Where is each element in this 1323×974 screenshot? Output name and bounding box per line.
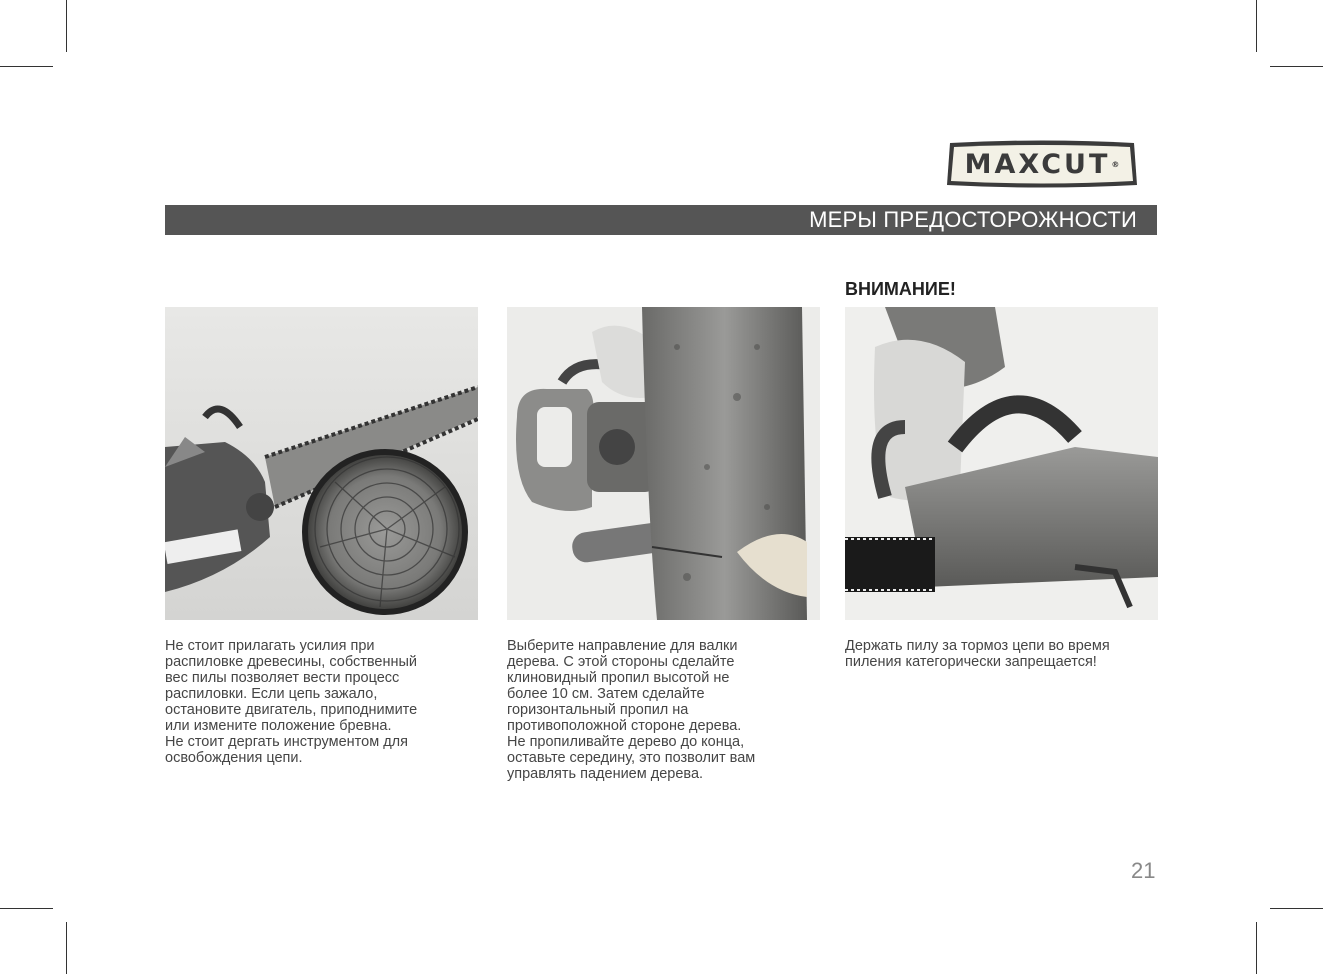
- section-title: МЕРЫ ПРЕДОСТОРОЖНОСТИ: [809, 207, 1137, 232]
- caption-line: клиновидный пропил высотой не: [507, 670, 730, 686]
- caption-line: освобождения цепи.: [165, 750, 303, 766]
- registered-mark: ®: [1111, 159, 1120, 169]
- caption-line: остановите двигатель, приподнимите: [165, 702, 418, 718]
- section-title-bar: [165, 205, 1157, 235]
- caption-line: Не стоит дергать инструментом для: [165, 734, 408, 750]
- crop-mark: [66, 0, 67, 52]
- crop-mark: [1256, 0, 1257, 52]
- caption-line: или измените положение бревна.: [165, 718, 392, 734]
- caption-line: оставьте середину, это позволит вам: [507, 750, 756, 766]
- chainsaw-log-image: [165, 307, 478, 620]
- crop-mark: [0, 66, 53, 67]
- caption-chain-brake-warning: [845, 638, 1165, 670]
- chain-brake-image: [845, 307, 1158, 620]
- caption-line: распиловки. Если цепь зажало,: [165, 686, 378, 702]
- crop-mark: [1270, 908, 1323, 909]
- page-number: 21: [1131, 858, 1156, 883]
- caption-tree-felling: [507, 638, 827, 782]
- caption-line: противоположной стороне дерева.: [507, 718, 742, 734]
- caption-line: управлять падением дерева.: [507, 766, 704, 782]
- tree-felling-image: [507, 307, 820, 620]
- caption-line: более 10 см. Затем сделайте: [507, 686, 705, 702]
- caption-log-cutting: [165, 638, 485, 766]
- warning-heading: ВНИМАНИЕ!: [845, 279, 956, 299]
- caption-line: Не стоит прилагать усилия при: [165, 638, 375, 654]
- caption-line: Выберите направление для валки: [507, 638, 738, 654]
- crop-mark: [1270, 66, 1323, 67]
- caption-line: распиловке древесины, собственный: [165, 654, 418, 670]
- crop-mark: [0, 908, 53, 909]
- brand-name: MAXCUT: [964, 148, 1111, 180]
- caption-line: пиления категорически запрещается!: [845, 654, 1097, 670]
- caption-line: горизонтальный пропил на: [507, 702, 689, 718]
- crop-mark: [66, 922, 67, 974]
- crop-mark: [1256, 922, 1257, 974]
- brand-logo: [944, 140, 1140, 188]
- caption-line: Держать пилу за тормоз цепи во время: [845, 638, 1110, 654]
- caption-line: дерева. С этой стороны сделайте: [507, 654, 735, 670]
- caption-line: вес пилы позволяет вести процесс: [165, 670, 400, 686]
- caption-line: Не пропиливайте дерево до конца,: [507, 734, 745, 750]
